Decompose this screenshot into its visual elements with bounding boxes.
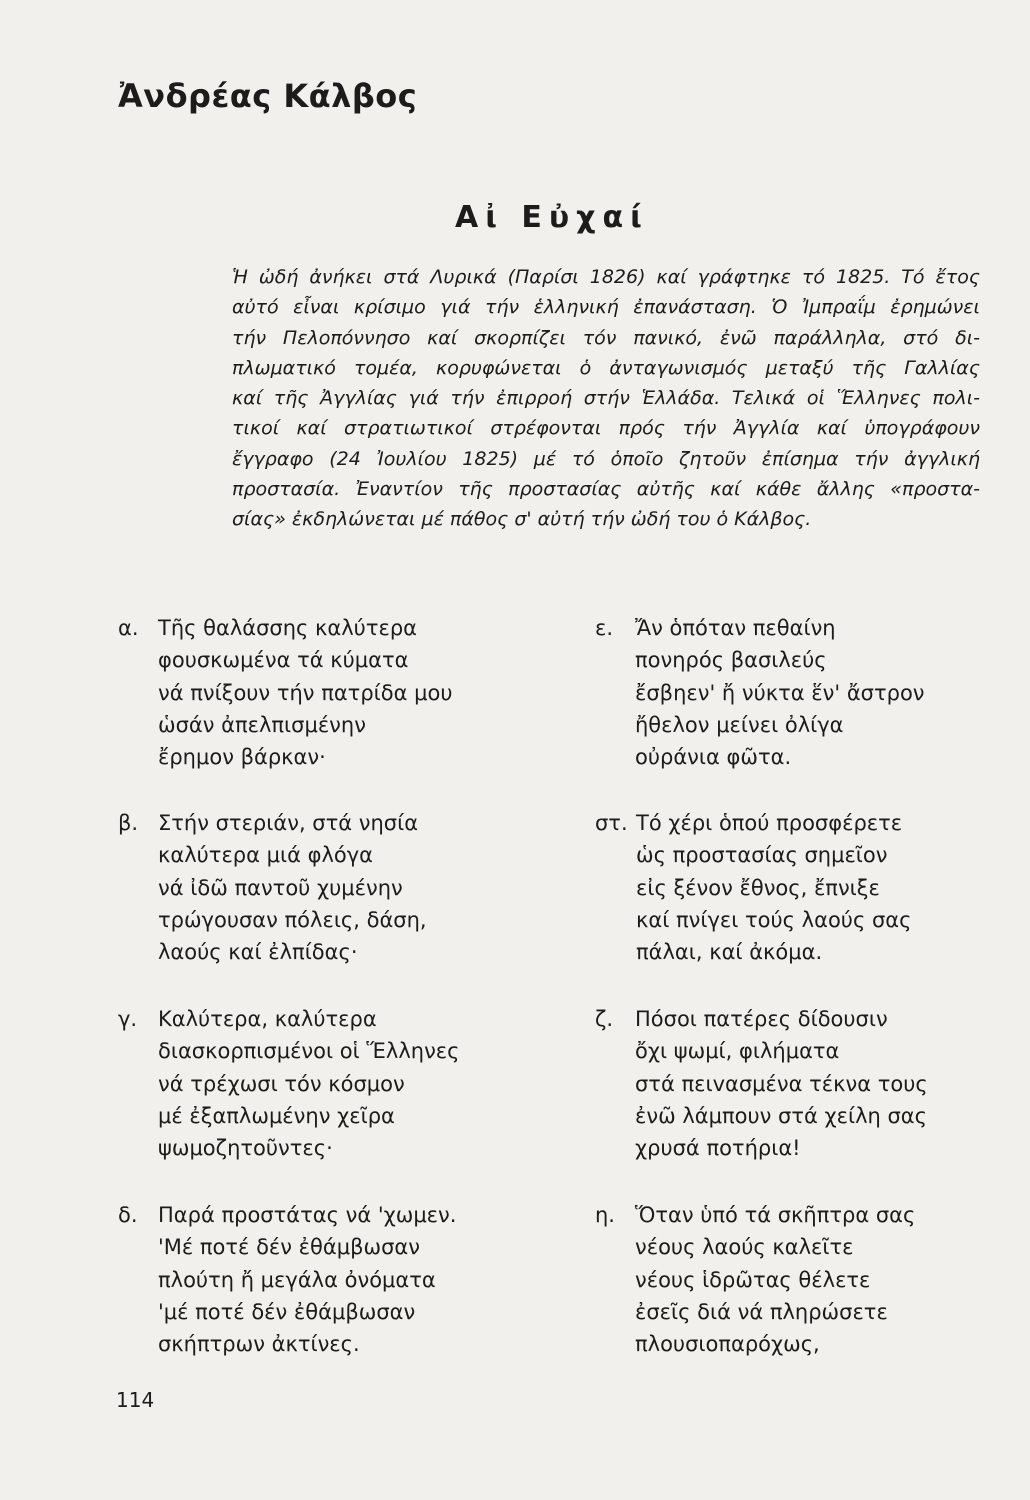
verse-line: Τῆς θαλάσσης καλύτερα [158, 616, 417, 640]
verse-line: λαούς καί ἐλπίδας· [158, 940, 358, 965]
stanza-verses [158, 807, 427, 968]
stanza-verses [635, 1003, 928, 1164]
verse-line: Καλύτερα, καλύτερα [158, 1007, 377, 1031]
stanza-verses [158, 612, 453, 773]
intro-line: προστασία. Ἐναντίον τῆς προστασίας αὐτῆς καί κάθε ἄλλης «προστα- [232, 478, 980, 501]
verse-line: καί πνίγει τούς λαούς σας [636, 907, 912, 932]
verse-line: πονηρός βασιλεύς [635, 648, 827, 673]
verse-line: ἤθελον μείνει ὀλίγα [635, 712, 844, 737]
intro-line: σίας» ἐκδηλώνεται μέ πάθος σ' αὐτή τήν ὠδή του ὁ Κάλβος. [232, 508, 812, 531]
poem-title: Αἰ Εὐχαί [455, 200, 649, 235]
verse-line: ὡς προστασίας σημεῖον [636, 843, 888, 868]
stanza-mark: α. [118, 616, 139, 640]
verse-line: ἔσβηεν' ἤ νύκτα ἕν' ἄστρον [635, 680, 925, 705]
intro-line: αὐτό εἶναι κρίσιμο γιά τήν ἑλληνική ἐπανάσταση. Ὁ Ἰμπραΐμ ἐρημώνει [232, 296, 980, 319]
verse-line: πλουσιοπαρόχως, [635, 1332, 820, 1357]
stanza-verses [636, 807, 911, 968]
stanza-mark: γ. [118, 1007, 138, 1031]
intro-line: τικοί καί στρατιωτικοί στρέφονται πρός τήν Ἀγγλία καί ὑπογράφουν [232, 417, 980, 440]
verse-line: 'Μέ ποτέ δέν ἐθάμβωσαν [158, 1235, 420, 1260]
stanza-mark: η. [595, 1203, 615, 1227]
stanza-mark: ζ. [595, 1007, 614, 1031]
verse-line: ἐσεῖς διά νά πληρώσετε [635, 1299, 888, 1324]
intro-line: ἔγγραφο (24 Ἰουλίου 1825) μέ τό ὁποῖο ζητοῦν ἐπίσημα τήν ἀγγλική [232, 447, 980, 470]
page-number: 114 [116, 1388, 155, 1412]
verse-line: τρώγουσαν πόλεις, δάση, [158, 907, 427, 932]
stanza-verses [158, 1003, 459, 1164]
verse-line: ψωμοζητοῦντες· [158, 1136, 333, 1161]
stanza-verses [158, 1199, 456, 1360]
verse-line: Πόσοι πατέρες δίδουσιν [635, 1007, 888, 1031]
stanza-mark: δ. [118, 1203, 138, 1227]
verse-line: Ὅταν ὑπό τά σκῆπτρα σας [635, 1203, 916, 1227]
stanza-mark: στ. [595, 811, 628, 835]
stanza-verses [635, 1199, 915, 1360]
stanza-mark: β. [118, 811, 139, 835]
verse-line: ἔρημον βάρκαν· [158, 745, 326, 770]
verse-line: νά ἰδῶ παντοῦ χυμένην [158, 875, 403, 900]
verse-line: μέ ἐξαπλωμένην χεῖρα [158, 1103, 395, 1128]
verse-line: σκήπτρων ἀκτίνες. [158, 1332, 360, 1357]
verse-line: χρυσά ποτήρια! [635, 1136, 801, 1161]
verse-line: Τό χέρι ὁπού προσφέρετε [636, 811, 903, 835]
verse-line: στά πειvασμένα τέκνα τους [635, 1071, 928, 1096]
intro-line: τήν Πελοπόννησο καί σκορπίζει τόν πανικό, ἐνῶ παράλληλα, στό δι- [232, 326, 980, 349]
stanza-mark: ε. [595, 616, 614, 640]
verse-line: ὄχι ψωμί, φιλήματα [635, 1039, 840, 1064]
verse-line: νέους λαούς καλεῖτε [635, 1235, 854, 1260]
verse-line: Στήν στεριάν, στά νησία [158, 811, 419, 835]
verse-line: διασκορπισμένοι οἱ Ἕλληνες [158, 1039, 460, 1064]
verse-line: 'μέ ποτέ δέν ἐθάμβωσαν [158, 1299, 416, 1324]
verse-line: φουσκωμένα τά κύματα [158, 648, 409, 673]
intro-line: καί τῆς Ἀγγλίας γιά τήν ἐπιρροή στήν Ἑλλάδα. Τελικά οἱ Ἕλληνες πολι- [232, 387, 980, 410]
verse-line: Παρά προστάτας νά 'χωμεν. [158, 1203, 457, 1227]
verse-line: νά τρέχωσι τόν κόσμον [158, 1071, 405, 1096]
verse-line: ἐνῶ λάμπουν στά χείλη σας [635, 1103, 927, 1128]
verse-line: νά πνίξουν τήν πατρίδα μου [158, 680, 453, 705]
verse-line: Ἄν ὁπόταν πεθαίνη [635, 616, 836, 640]
verse-line: πλούτη ἤ μεγάλα ὀνόματα [158, 1267, 436, 1292]
verse-line: ὡσάν ἀπελπισμένην [158, 712, 366, 737]
intro-line: Ἡ ὠδή ἀνήκει στά Λυρικά (Παρίσι 1826) καί γράφτηκε τό 1825. Τό ἔτος [232, 266, 980, 288]
stanza-verses [635, 612, 925, 773]
verse-line: οὐράνια φῶτα. [635, 745, 792, 770]
intro-paragraph [232, 262, 980, 535]
verse-line: νέους ἱδρῶτας θέλετε [635, 1267, 871, 1292]
verse-line: πάλαι, καί ἀκόμα. [636, 940, 823, 965]
author-heading: Ἀνδρέας Κάλβος [118, 77, 418, 115]
intro-line: πλωματικό τομέα, κορυφώνεται ὁ ἀνταγωνισμός μεταξύ τῆς Γαλλίας [232, 356, 980, 379]
verse-line: καλύτερα μιά φλόγα [158, 843, 374, 868]
verse-line: εἰς ξένον ἔθνος, ἔπνιξε [636, 875, 880, 900]
